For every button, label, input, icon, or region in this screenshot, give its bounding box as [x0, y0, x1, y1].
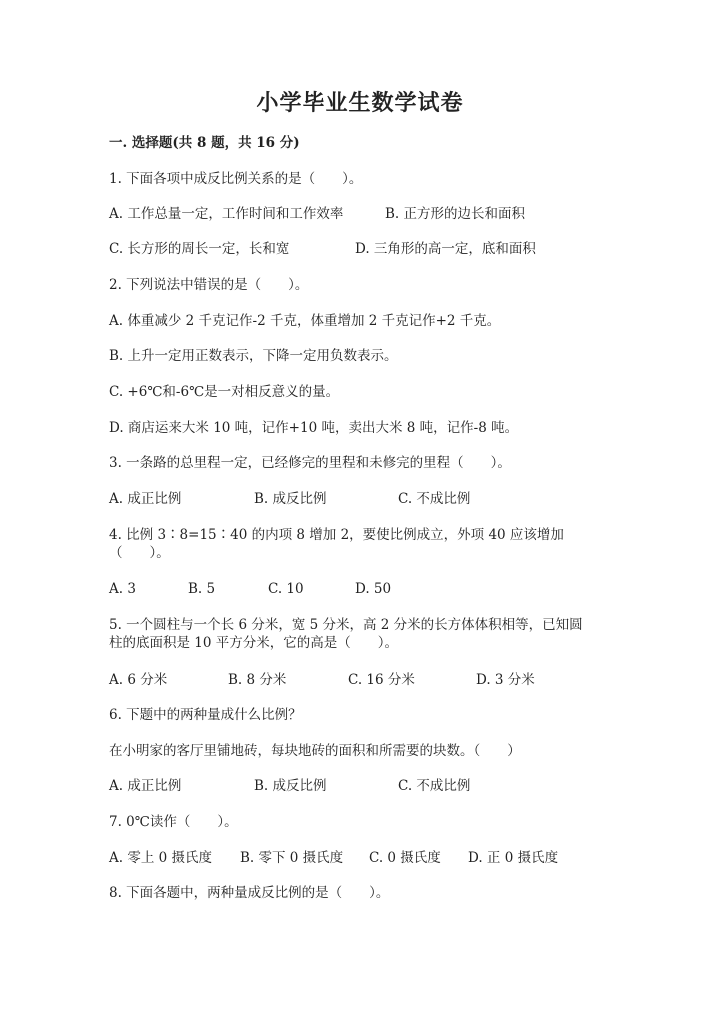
q7-option-d: D. 正 0 摄氏度	[468, 850, 559, 866]
question-4-cont: （ ）。	[109, 545, 170, 561]
q7-option-b: B. 零下 0 摄氏度	[240, 850, 344, 866]
question-5: 5. 一个圆柱与一个长 6 分米，宽 5 分米，高 2 分米的长方体体积相等，已知圆	[109, 617, 583, 633]
q5-option-a: A. 6 分米	[109, 672, 168, 688]
q1-option-d: D. 三角形的高一定，底和面积	[355, 241, 536, 257]
q5-option-b: B. 8 分米	[228, 672, 287, 688]
page-title: 小学毕业生数学试卷	[256, 90, 464, 116]
q2-option-c: C. +6℃和-6℃是一对相反意义的量。	[109, 384, 340, 400]
q2-option-b: B. 上升一定用正数表示，下降一定用负数表示。	[109, 348, 398, 364]
q4-option-d: D. 50	[355, 581, 392, 597]
q1-option-c: C. 长方形的周长一定，长和宽	[109, 241, 290, 257]
q6-option-c: C. 不成比例	[398, 778, 471, 794]
question-5-cont: 柱的底面积是 10 平方分米，它的高是（ ）。	[109, 635, 399, 651]
q5-option-d: D. 3 分米	[476, 672, 535, 688]
question-7: 7. 0℃读作（ ）。	[109, 814, 238, 830]
q5-option-c: C. 16 分米	[348, 672, 415, 688]
question-4: 4. 比例 3∶8=15∶40 的内项 8 增加 2，要使比例成立，外项 40 应该增加	[109, 527, 564, 543]
question-3: 3. 一条路的总里程一定，已经修完的里程和未修完的里程（ ）。	[109, 455, 511, 471]
q6-option-b: B. 成反比例	[254, 778, 327, 794]
q3-option-c: C. 不成比例	[398, 491, 471, 507]
q2-option-d: D. 商店运来大米 10 吨，记作+10 吨，卖出大米 8 吨，记作-8 吨。	[109, 420, 519, 436]
q1-option-a: A. 工作总量一定，工作时间和工作效率	[109, 206, 344, 222]
q6-option-a: A. 成正比例	[109, 778, 182, 794]
q1-option-b: B. 正方形的边长和面积	[385, 206, 526, 222]
section-heading: 一. 选择题(共 8 题，共 16 分)	[109, 135, 300, 151]
q7-option-c: C. 0 摄氏度	[369, 850, 441, 866]
question-6-sub: 在小明家的客厅里铺地砖，每块地砖的面积和所需要的块数。（ ）	[109, 743, 521, 759]
q4-option-b: B. 5	[188, 581, 216, 597]
question-6: 6. 下题中的两种量成什么比例？	[109, 707, 302, 723]
q4-option-c: C. 10	[268, 581, 304, 597]
q3-option-b: B. 成反比例	[254, 491, 327, 507]
q7-option-a: A. 零上 0 摄氏度	[109, 850, 213, 866]
question-8: 8. 下面各题中，两种量成反比例的是（ ）。	[109, 885, 390, 901]
question-1: 1. 下面各项中成反比例关系的是（ ）。	[109, 171, 363, 187]
q4-option-a: A. 3	[109, 581, 136, 597]
q3-option-a: A. 成正比例	[109, 491, 182, 507]
q2-option-a: A. 体重减少 2 千克记作-2 千克，体重增加 2 千克记作+2 千克。	[109, 313, 501, 329]
question-2: 2. 下列说法中错误的是（ ）。	[109, 277, 309, 293]
